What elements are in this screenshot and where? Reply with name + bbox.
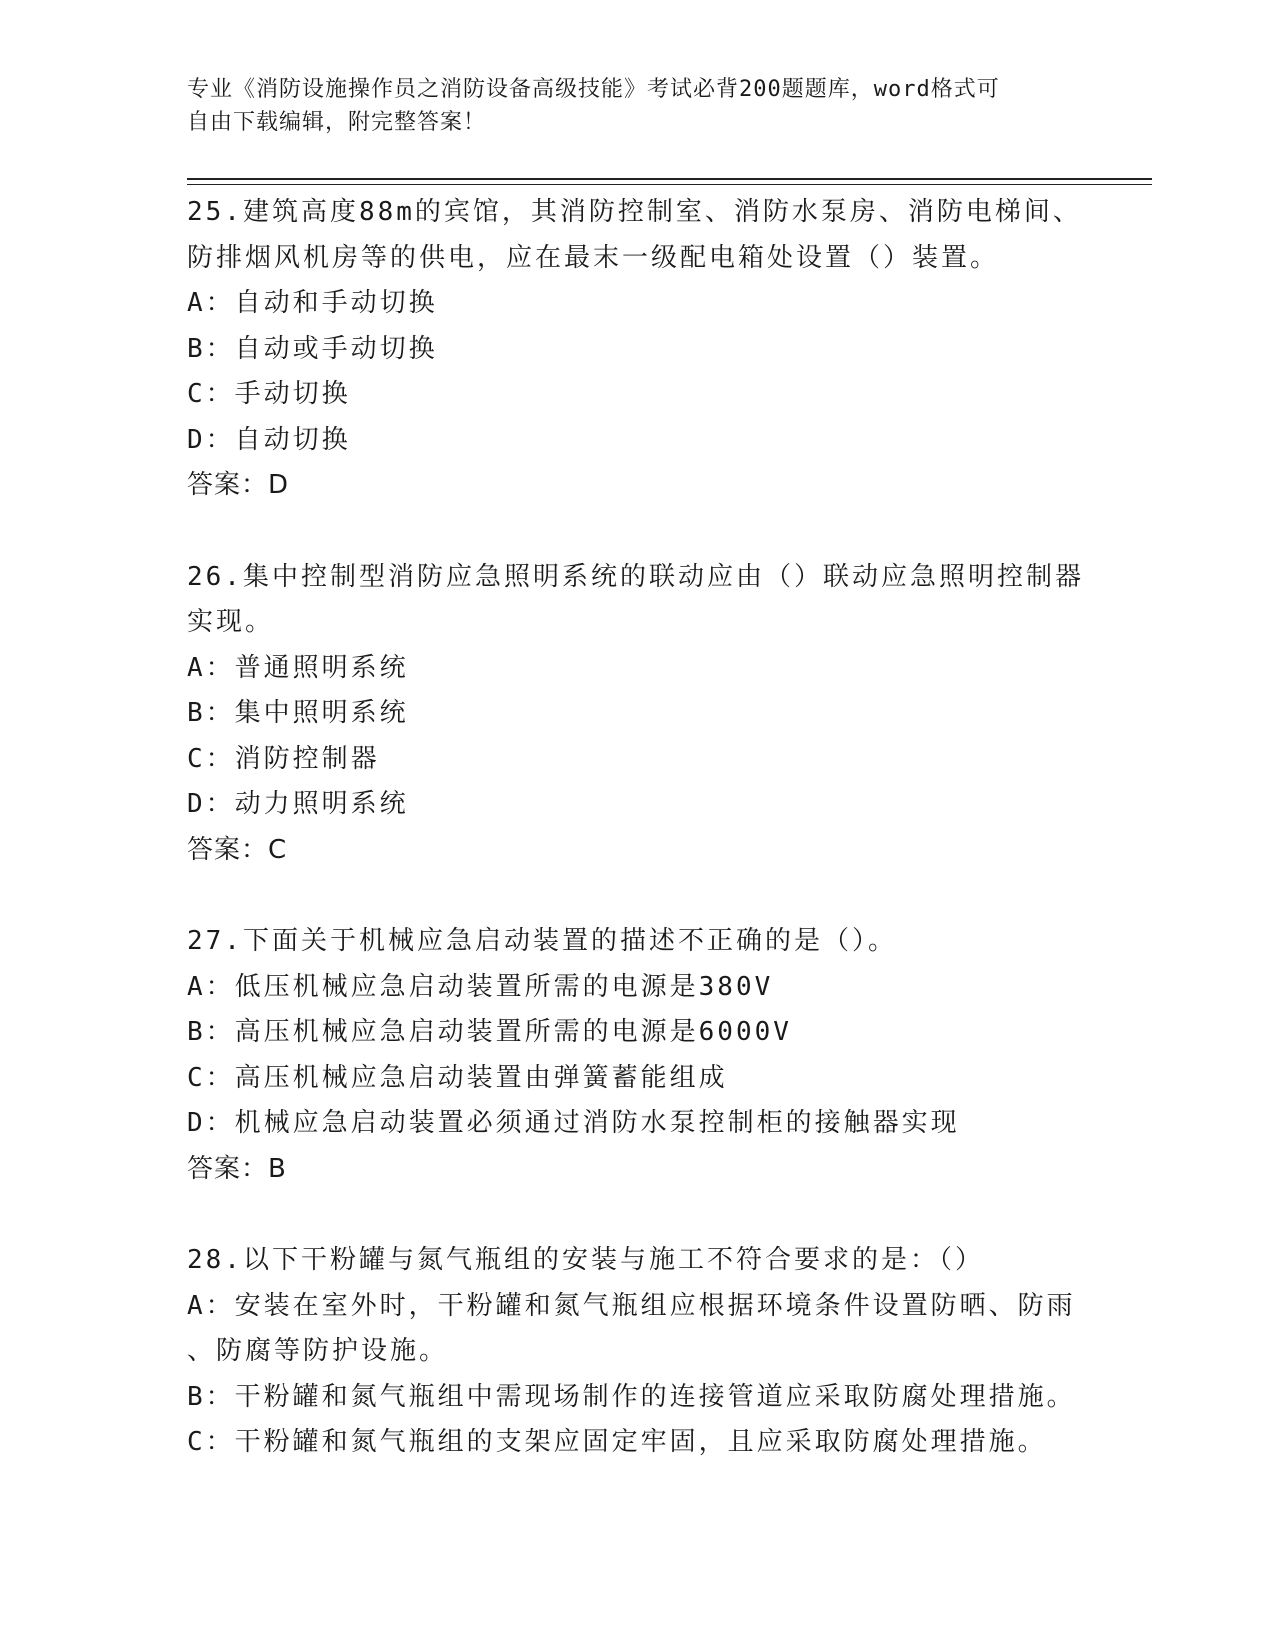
question-stem-line: 26.集中控制型消防应急照明系统的联动应由（）联动应急照明控制器 bbox=[187, 561, 1084, 592]
option-b: B：干粉罐和氮气瓶组中需现场制作的连接管道应采取防腐处理措施。 bbox=[187, 1381, 1076, 1412]
option-a: A：自动和手动切换 bbox=[187, 288, 438, 318]
answer: 答案：C bbox=[187, 834, 288, 865]
option-c: C：高压机械应急启动装置由弹簧蓄能组成 bbox=[187, 1062, 728, 1093]
question-stem bbox=[187, 190, 1087, 281]
question-stem-line: 27.下面关于机械应急启动装置的描述不正确的是（）。 bbox=[187, 926, 897, 956]
option-d: D：机械应急启动装置必须通过消防水泵控制柜的接触器实现 bbox=[187, 1108, 960, 1138]
header-line: 自由下载编辑，附完整答案！ bbox=[187, 110, 487, 135]
question-stem bbox=[187, 555, 1087, 646]
question-stem-line: 25.建筑高度88m的宾馆，其消防控制室、消防水泵房、消防电梯间、 bbox=[187, 197, 1082, 227]
option-c: C：消防控制器 bbox=[187, 743, 380, 774]
option-c: C：干粉罐和氮气瓶组的支架应固定牢固，且应采取防腐处理措施。 bbox=[187, 1427, 1047, 1457]
question-stem-line: 防排烟风机房等的供电，应在最末一级配电箱处设置（）装置。 bbox=[187, 242, 1000, 273]
option-a-continued: 、防腐等防护设施。 bbox=[187, 1336, 449, 1366]
option-a: A：低压机械应急启动装置所需的电源是380V bbox=[187, 971, 774, 1002]
question-stem bbox=[187, 919, 1087, 965]
option-b: B：集中照明系统 bbox=[187, 698, 409, 728]
document-header bbox=[187, 73, 1087, 139]
answer: 答案：D bbox=[187, 470, 290, 500]
question-stem bbox=[187, 1238, 1087, 1284]
header-line: 专业《消防设施操作员之消防设备高级技能》考试必背200题题库，word格式可 bbox=[187, 77, 1000, 102]
question-stem-line: 实现。 bbox=[187, 607, 275, 637]
header-divider bbox=[187, 178, 1152, 180]
question-25 bbox=[187, 190, 1087, 509]
option-a: A：普通照明系统 bbox=[187, 652, 409, 683]
question-26 bbox=[187, 555, 1087, 874]
option-d: D：自动切换 bbox=[187, 424, 351, 455]
question-list bbox=[187, 190, 1087, 1512]
option-c: C：手动切换 bbox=[187, 379, 351, 409]
question-28 bbox=[187, 1238, 1087, 1466]
question-stem-line: 28.以下干粉罐与氮气瓶组的安装与施工不符合要求的是：（） bbox=[187, 1245, 984, 1275]
question-27 bbox=[187, 919, 1087, 1192]
option-b: B：自动或手动切换 bbox=[187, 333, 438, 364]
answer: 答案：B bbox=[187, 1153, 287, 1184]
option-b: B：高压机械应急启动装置所需的电源是6000V bbox=[187, 1017, 792, 1047]
option-d: D：动力照明系统 bbox=[187, 789, 409, 819]
option-a: A：安装在室外时，干粉罐和氮气瓶组应根据环境条件设置防晒、防雨 bbox=[187, 1290, 1076, 1321]
header-divider-thin bbox=[187, 184, 1152, 185]
